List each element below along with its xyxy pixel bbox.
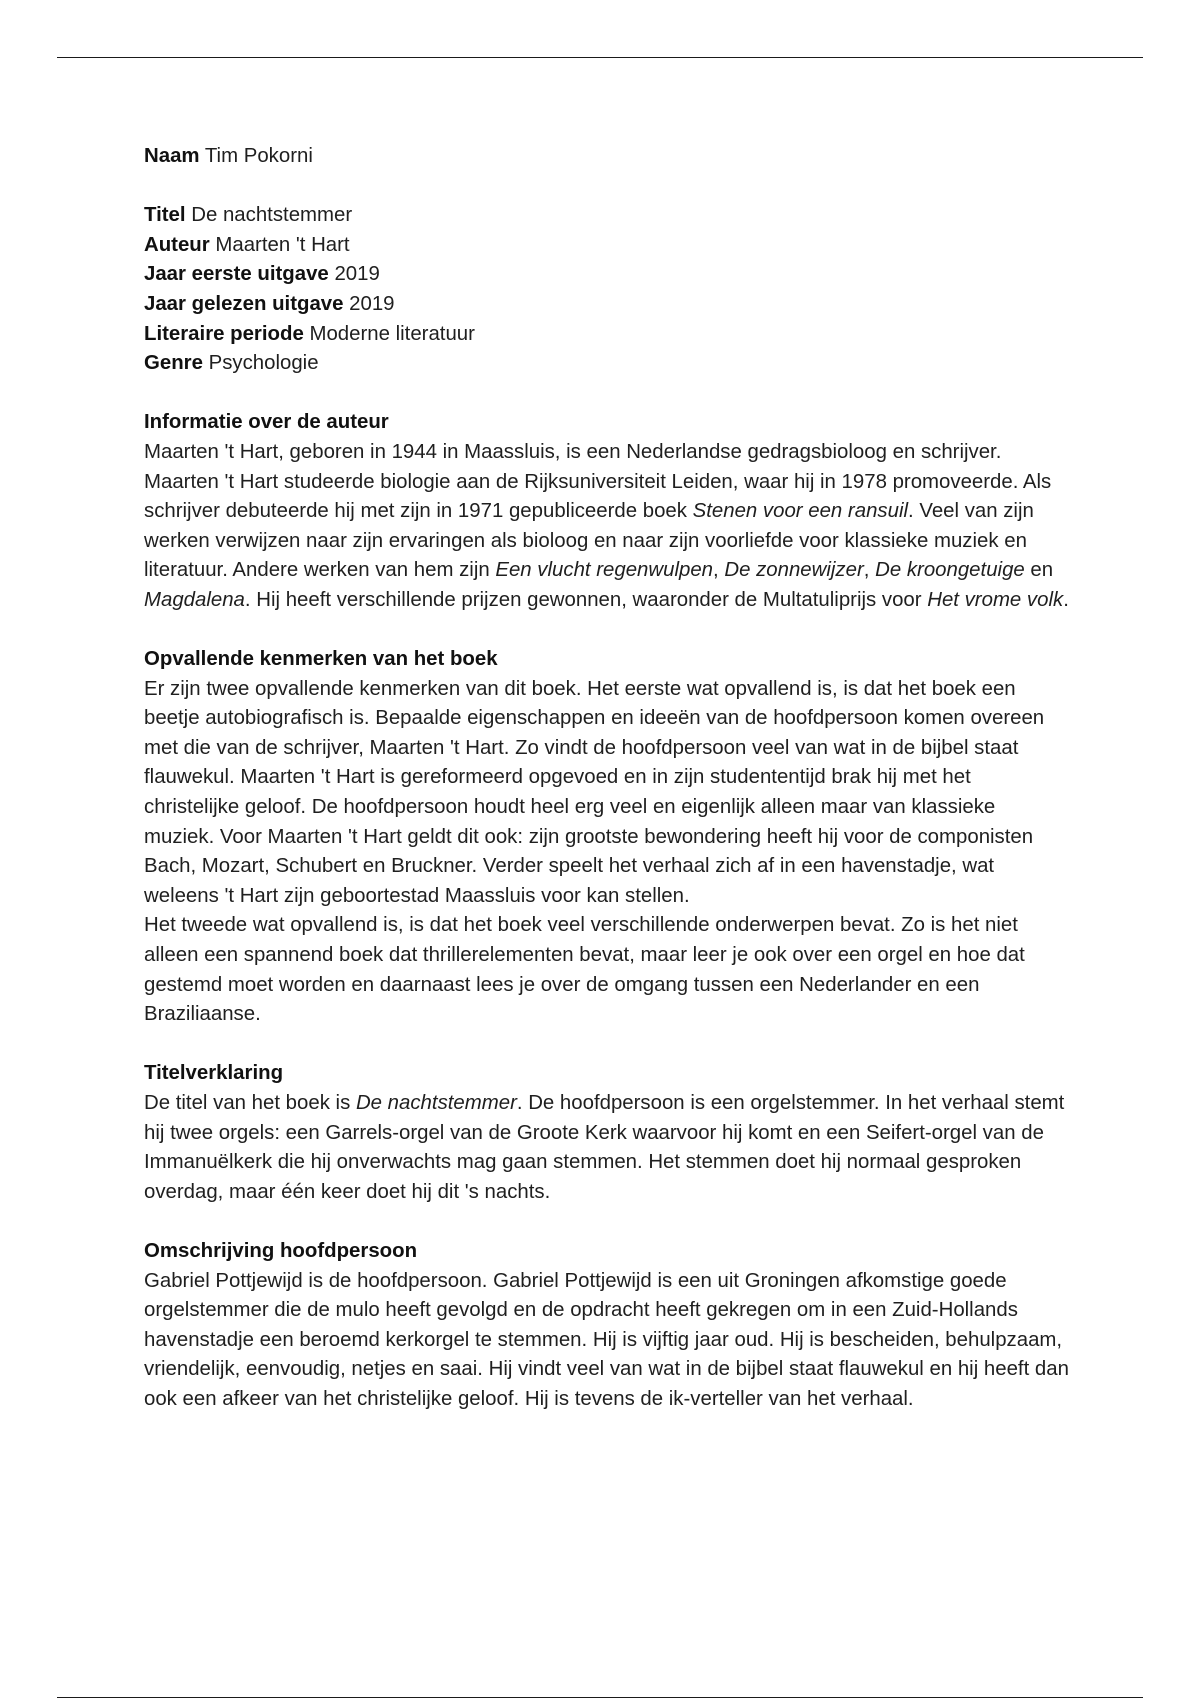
title-explanation-heading: Titelverklaring: [144, 1062, 284, 1085]
name-line: Naam Tim Pokorni: [144, 145, 313, 167]
period-line: Literaire periode Moderne literatuur: [144, 322, 475, 345]
author-info-heading: Informatie over de auteur: [144, 411, 389, 434]
protagonist-paragraph: Gabriel Pottjewijd is de hoofdpersoon. Gabriel Pottjewijd is een uit Groningen afkomstige goede orgelstemmer die de mulo heeft gevolgd en de opdracht heeft gekregen om in een Zuid-Hollands havenstadje een beroemd kerkorgel te stemmen. Hij is vijftig jaar oud. Hij is bescheiden, behulpzaam, vriendelijk, eenvoudig, netjes en saai. Hij vindt veel van wat in de bijbel staat flauwekul en hij heeft dan ook een afkeer van het christelijke geloof. Hij is tevens de ik-verteller van het verhaal.: [144, 1269, 1069, 1410]
features-section: [144, 645, 1069, 1030]
title-explanation-paragraph: De titel van het boek is De nachtstemmer. De hoofdpersoon is een orgelstemmer. In het verhaal stemt hij twee orgels: een Garrels-orgel van de Groote Kerk waarvoor hij komt en een Seifert-orgel van de Immanuëlkerk die hij onverwachts mag gaan stemmen. Het stemmen doet hij normaal gesproken overdag, maar één keer doet hij dit 's nachts.: [144, 1092, 1065, 1203]
protagonist-heading: Omschrijving hoofdpersoon: [144, 1239, 418, 1262]
header-rule: [57, 57, 1143, 58]
genre-line: Genre Psychologie: [144, 352, 319, 375]
features-heading: Opvallende kenmerken van het boek: [144, 648, 498, 671]
features-paragraph-1: Er zijn twee opvallende kenmerken van dit boek. Het eerste wat opvallend is, is dat het boek een beetje autobiografisch is. Bepaalde eigenschappen en ideeën van de hoofdpersoon komen overeen met die van de schrijver, Maarten 't Hart. Zo vindt de hoofdpersoon veel van wat in de bijbel staat flauwekul. Maarten 't Hart is gereformeerd opgevoed en in zijn studententijd brak hij met het christelijke geloof. De hoofdpersoon houdt heel erg veel en eigenlijk alleen maar van klassieke muziek. Voor Maarten 't Hart geldt dit ook: zijn grootste bewondering heeft hij voor de componisten Bach, Mozart, Schubert en Bruckner. Verder speelt het verhaal zich af in een havenstadje, wat weleens 't Hart zijn geboortestad Maassluis voor kan stellen.: [144, 677, 1045, 907]
footer-rule: [57, 1697, 1143, 1698]
first-edition-line: Jaar eerste uitgave 2019: [144, 263, 380, 286]
features-paragraph-2: Het tweede wat opvallend is, is dat het boek veel verschillende onderwerpen bevat. Zo is het niet alleen een spannend boek dat thrillerelementen bevat, maar leer je ook over een orgel en hoe dat gestemd moet worden en daarnaast lees je over de omgang tussen een Nederlander en een Braziliaanse.: [144, 914, 1025, 1026]
document-body: [144, 142, 1069, 1415]
book-details: [144, 201, 1069, 379]
author-line: Auteur Maarten 't Hart: [144, 233, 350, 256]
author-info-paragraph: Maarten 't Hart, geboren in 1944 in Maassluis, is een Nederlandse gedragsbioloog en schrijver. Maarten 't Hart studeerde biologie aan de Rijksuniversiteit Leiden, waar hij in 1978 promoveerde. Als schrijver debuteerde hij met zijn in 1971 gepubliceerde boek Stenen voor een ransuil. Veel van zijn werken verwijzen naar zijn ervaringen als bioloog en naar zijn voorliefde voor klassieke muziek en literatuur. Andere werken van hem zijn Een vlucht regenwulpen, De zonnewijzer, De kroongetuige en Magdalena. Hij heeft verschillende prijzen gewonnen, waaronder de Multatuliprijs voor Het vrome volk.: [144, 440, 1069, 611]
author-info-section: [144, 408, 1069, 615]
protagonist-section: [144, 1237, 1069, 1415]
title-explanation-section: [144, 1059, 1069, 1207]
title-line: Titel De nachtstemmer: [144, 204, 353, 227]
read-edition-line: Jaar gelezen uitgave 2019: [144, 292, 395, 315]
